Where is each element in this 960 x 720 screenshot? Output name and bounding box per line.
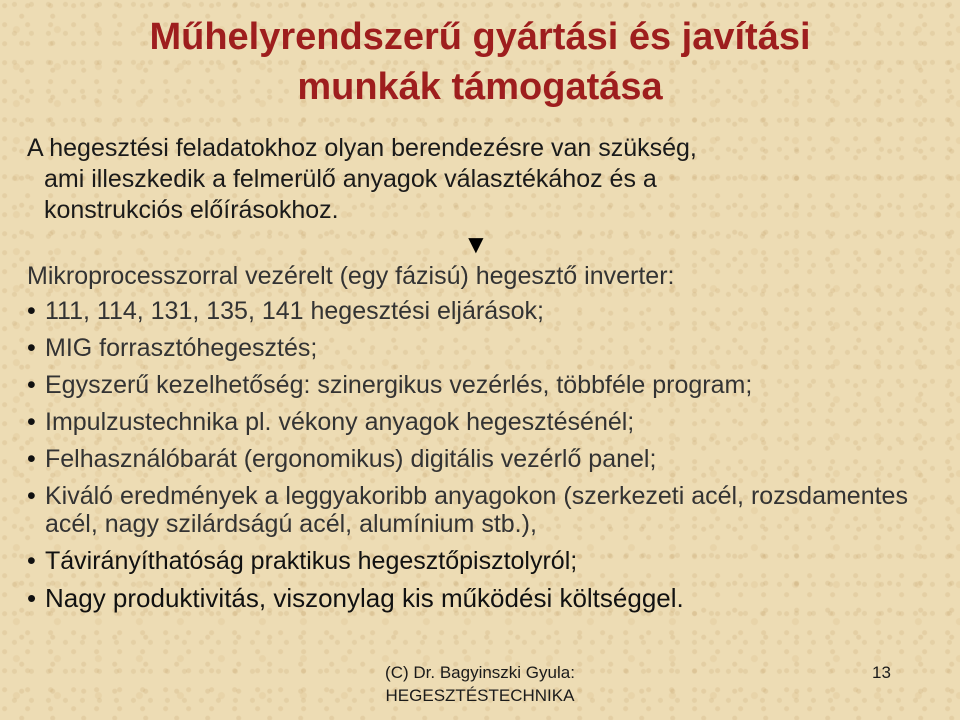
slide-title-line-1: Műhelyrendszerű gyártási és javítási (149, 16, 811, 58)
list-item (27, 445, 932, 473)
list-item (27, 371, 932, 399)
bullet-icon: • (27, 334, 36, 362)
slide-title (20, 12, 940, 112)
list-item-text: Kiváló eredmények a leggyakoribb anyagokon (szerkezeti acél, rozsdamentes acél, nagy szilárdságú acél, alumínium stb.), (45, 482, 908, 538)
list-item-text: Felhasználóbarát (ergonomikus) digitális vezérlő panel; (45, 445, 657, 473)
list-item (27, 584, 932, 612)
intro-line-3: konstrukciós előírásokhoz. (44, 196, 339, 224)
bullet-icon: • (27, 547, 36, 575)
slide-title-line-2: munkák támogatása (297, 66, 663, 108)
list-item-text: Egyszerű kezelhetőség: szinergikus vezérlés, többféle program; (45, 371, 753, 399)
feature-list (27, 297, 932, 621)
page-number: 13 (872, 663, 891, 682)
bullet-icon: • (27, 371, 36, 399)
intro-line-2: ami illeszkedik a felmerülő anyagok választékához és a (44, 165, 657, 193)
footer-line-2: HEGESZTÉSTECHNIKA (385, 686, 575, 705)
list-item (27, 297, 932, 325)
subheading: Mikroprocesszorral vezérelt (egy fázisú) hegesztő inverter: (27, 262, 675, 290)
list-item-text: Impulzustechnika pl. vékony anyagok hegesztésénél; (45, 408, 635, 436)
footer-line-1: (C) Dr. Bagyinszki Gyula: (385, 663, 575, 682)
list-item (27, 334, 932, 362)
list-item (27, 482, 932, 538)
bullet-icon: • (27, 297, 36, 325)
bullet-icon: • (27, 445, 36, 473)
bullet-icon: • (27, 482, 36, 510)
list-item-text: Távirányíthatóság praktikus hegesztőpisztolyról; (45, 547, 578, 575)
list-item-text: Nagy produktivitás, viszonylag kis működési költséggel. (45, 583, 684, 613)
list-item-text: MIG forrasztóhegesztés; (45, 334, 318, 362)
bullet-icon: • (27, 583, 37, 613)
list-item (27, 547, 932, 575)
footer-credit (330, 661, 630, 707)
bullet-icon: • (27, 408, 36, 436)
intro-paragraph (27, 133, 927, 226)
list-item (27, 408, 932, 436)
list-item-text: 111, 114, 131, 135, 141 hegesztési eljárások; (45, 297, 544, 325)
down-arrow-icon: ▼ (463, 229, 489, 259)
intro-line-1: A hegesztési feladatokhoz olyan berendezésre van szükség, (27, 134, 697, 162)
